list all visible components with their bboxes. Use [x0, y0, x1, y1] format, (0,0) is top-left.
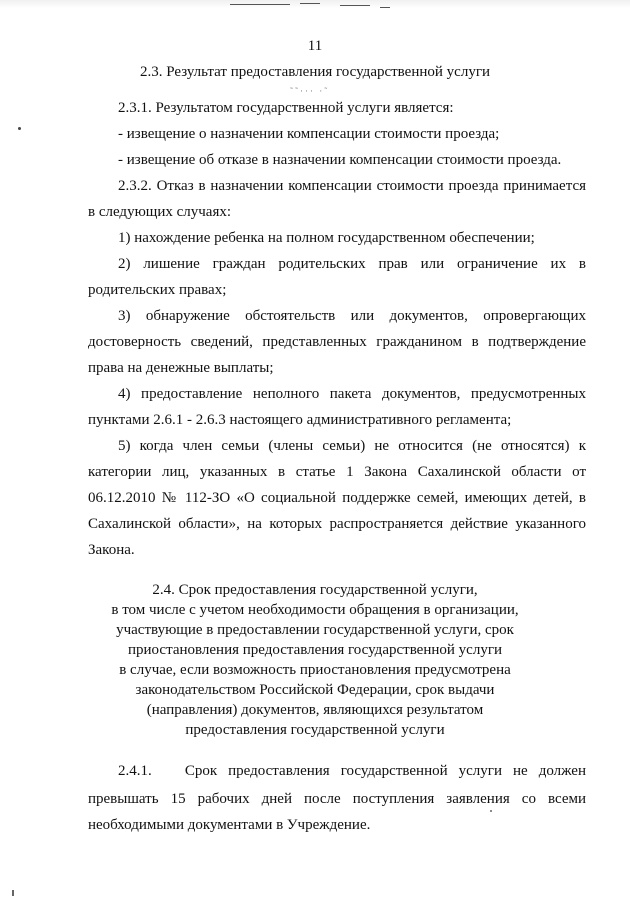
paragraph-2-4-1-line1: 2.4.1. Срок предоставления государственной услуги не должен: [118, 763, 586, 779]
section-2-4-heading-line6: законодательством Российской Федерации, срок выдачи: [135, 682, 495, 698]
refusal-case-4-line1: 4) предоставление неполного пакета документов, предусмотренных: [118, 386, 586, 402]
refusal-case-3-line3: права на денежные выплаты;: [88, 360, 274, 376]
section-2-4-heading-line2: в том числе с учетом необходимости обращения в организации,: [111, 602, 519, 618]
paragraph-2-3-2-line1: 2.3.2. Отказ в назначении компенсации стоимости проезда принимается: [118, 178, 586, 194]
paragraph-2-3-2-line2: в следующих случаях:: [88, 204, 232, 220]
refusal-case-2-line2: родительских правах;: [88, 282, 227, 298]
refusal-case-5-line1: 5) когда член семьи (члены семьи) не относится (не относятся) к: [118, 438, 586, 454]
margin-mark: [18, 127, 21, 130]
section-2-4-heading-line3: участвующие в предоставлении государственной услуги, срок: [116, 622, 514, 638]
refusal-case-4-line2: пунктами 2.6.1 - 2.6.3 настоящего административного регламента;: [88, 412, 512, 428]
section-2-4-heading-line5: в случае, если возможность приостановления предусмотрена: [119, 662, 511, 678]
section-2-4-heading-line8: предоставления государственной услуги: [185, 722, 445, 738]
scan-dot: [490, 810, 492, 812]
page-number: 11: [307, 38, 323, 54]
refusal-case-3-line1: 3) обнаружение обстоятельств или документов, опровергающих: [118, 308, 586, 324]
refusal-case-5-line3: 06.12.2010 № 112-ЗО «О социальной поддержке семей, имеющих детей, в: [88, 490, 586, 506]
section-2-3-heading: 2.3. Результат предоставления государственной услуги: [139, 64, 490, 80]
refusal-case-5-line5: Закона.: [88, 542, 135, 558]
paragraph-2-4-1-line3: необходимыми документами в Учреждение.: [88, 817, 371, 833]
refusal-case-1: 1) нахождение ребенка на полном государственном обеспечении;: [118, 230, 535, 246]
section-2-4-heading-line1: 2.4. Срок предоставления государственной услуги,: [152, 582, 478, 598]
section-2-4-heading-line7: (направления) документов, являющихся результатом: [146, 702, 484, 718]
refusal-case-2-line1: 2) лишение граждан родительских прав или ограничение их в: [118, 256, 586, 272]
result-item-1: - извещение о назначении компенсации стоимости проезда;: [118, 126, 500, 142]
scan-smudge: ˜˜··· ·˜: [290, 86, 330, 96]
paragraph-2-4-1-line2: превышать 15 рабочих дней после поступления заявления со всеми: [88, 791, 586, 807]
refusal-case-5-line2: категории лиц, указанных в статье 1 Закона Сахалинской области от: [88, 464, 586, 480]
result-item-2: - извещение об отказе в назначении компенсации стоимости проезда.: [118, 152, 562, 168]
paragraph-2-3-1: 2.3.1. Результатом государственной услуги является:: [118, 100, 454, 116]
refusal-case-3-line2: достоверность сведений, представленных гражданином в подтверждение: [88, 334, 586, 350]
scan-edge-mark: [12, 890, 14, 896]
refusal-case-5-line4: Сахалинской области», на которых распространяется действие указанного: [88, 516, 586, 532]
section-2-4-heading-line4: приостановления предоставления государственной услуги: [128, 642, 502, 658]
